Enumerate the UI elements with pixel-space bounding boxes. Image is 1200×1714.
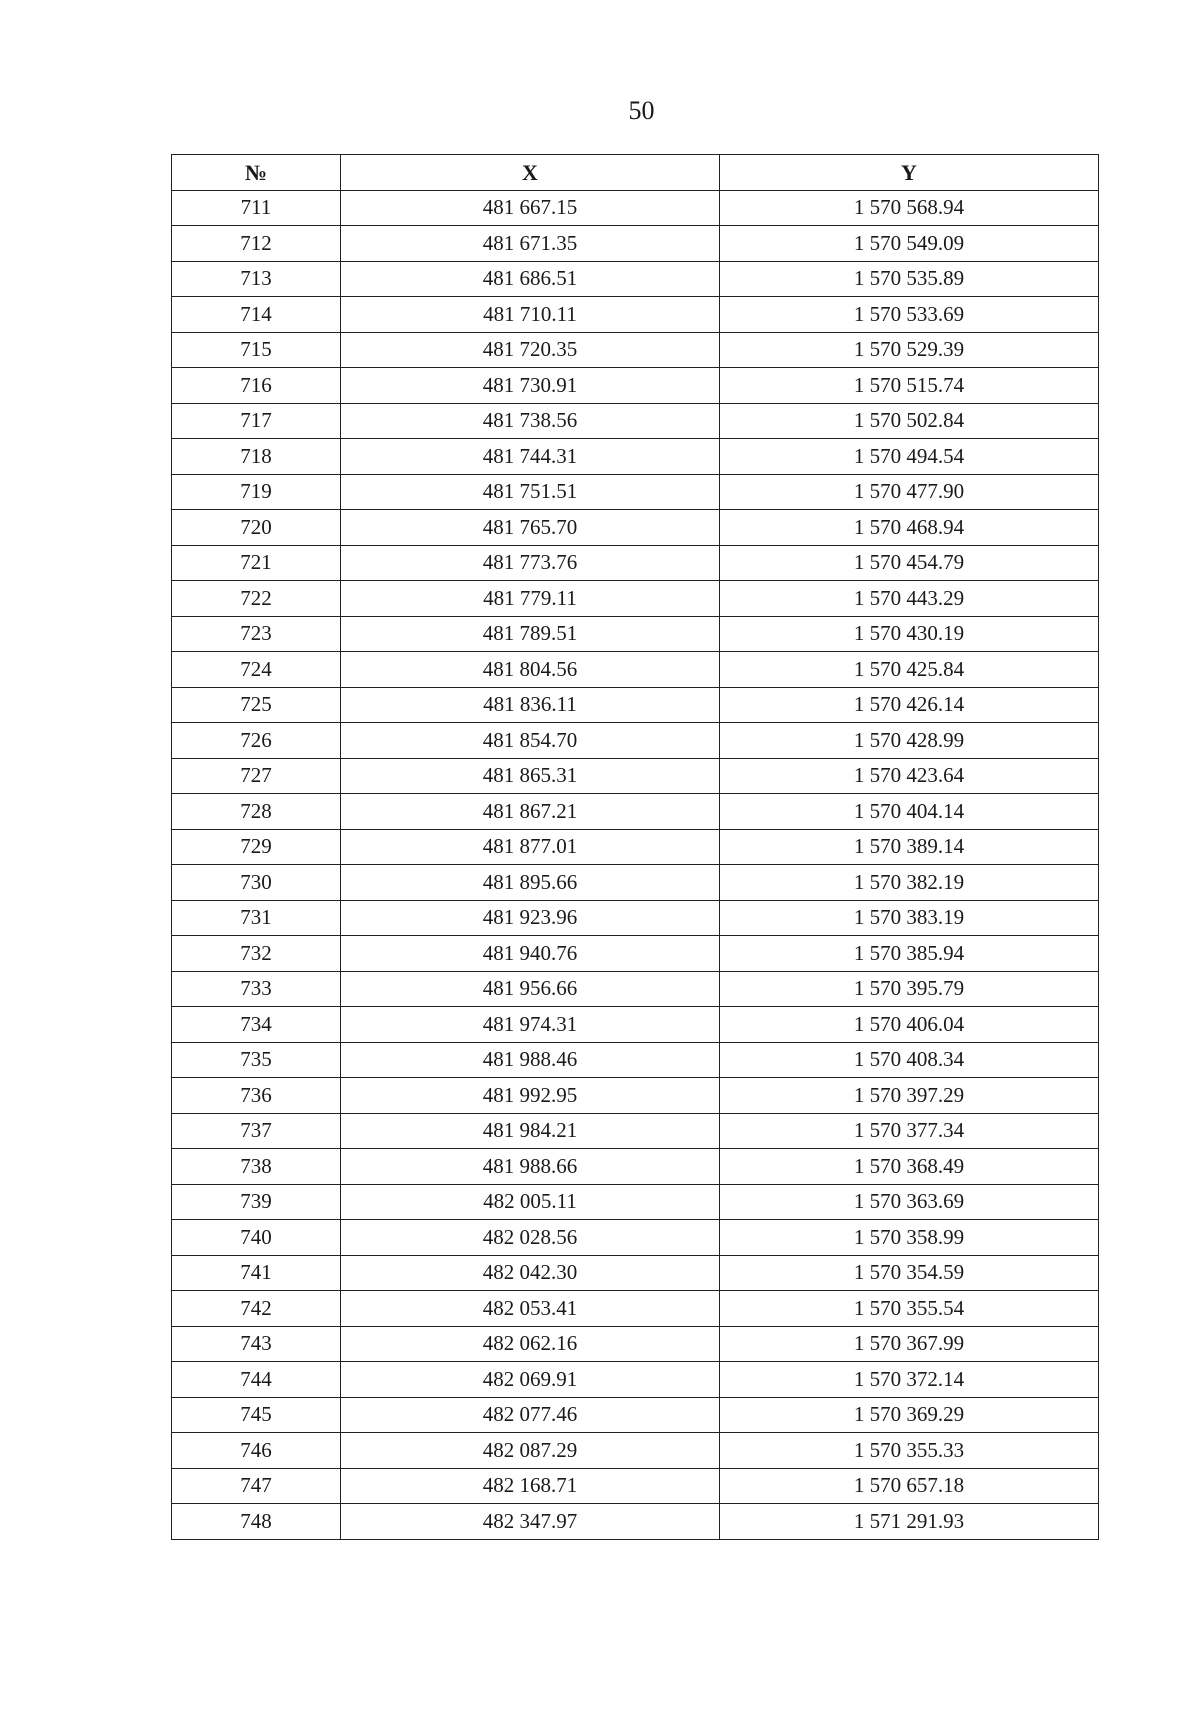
- cell-number: 738: [172, 1149, 341, 1185]
- table-row: [172, 1007, 1099, 1043]
- cell-number: 746: [172, 1433, 341, 1469]
- cell-number: 734: [172, 1007, 341, 1043]
- cell-y: 1 570 423.64: [720, 758, 1099, 794]
- table-row: [172, 1468, 1099, 1504]
- cell-y: 1 570 389.14: [720, 829, 1099, 865]
- cell-y: 1 570 549.09: [720, 226, 1099, 262]
- cell-x: 481 730.91: [341, 368, 720, 404]
- cell-x: 482 062.16: [341, 1326, 720, 1362]
- table-row: [172, 474, 1099, 510]
- cell-x: 481 751.51: [341, 474, 720, 510]
- cell-number: 736: [172, 1078, 341, 1114]
- cell-number: 720: [172, 510, 341, 546]
- cell-number: 719: [172, 474, 341, 510]
- cell-x: 481 956.66: [341, 971, 720, 1007]
- cell-x: 482 005.11: [341, 1184, 720, 1220]
- cell-y: 1 570 529.39: [720, 332, 1099, 368]
- cell-x: 481 804.56: [341, 652, 720, 688]
- cell-y: 1 570 377.34: [720, 1113, 1099, 1149]
- cell-x: 481 984.21: [341, 1113, 720, 1149]
- cell-y: 1 570 502.84: [720, 403, 1099, 439]
- cell-number: 740: [172, 1220, 341, 1256]
- cell-y: 1 570 382.19: [720, 865, 1099, 901]
- cell-number: 747: [172, 1468, 341, 1504]
- cell-y: 1 570 515.74: [720, 368, 1099, 404]
- table-row: [172, 1078, 1099, 1114]
- cell-number: 722: [172, 581, 341, 617]
- cell-y: 1 570 477.90: [720, 474, 1099, 510]
- cell-number: 725: [172, 687, 341, 723]
- table-row: [172, 1255, 1099, 1291]
- cell-x: 481 710.11: [341, 297, 720, 333]
- cell-x: 481 686.51: [341, 261, 720, 297]
- cell-x: 482 347.97: [341, 1504, 720, 1540]
- cell-y: 1 570 369.29: [720, 1397, 1099, 1433]
- cell-y: 1 570 657.18: [720, 1468, 1099, 1504]
- cell-number: 748: [172, 1504, 341, 1540]
- cell-y: 1 570 395.79: [720, 971, 1099, 1007]
- page-number: 50: [628, 96, 655, 125]
- cell-y: 1 570 443.29: [720, 581, 1099, 617]
- cell-number: 732: [172, 936, 341, 972]
- table-row: [172, 900, 1099, 936]
- cell-x: 482 042.30: [341, 1255, 720, 1291]
- cell-x: 482 069.91: [341, 1362, 720, 1398]
- cell-y: 1 570 533.69: [720, 297, 1099, 333]
- cell-x: 482 028.56: [341, 1220, 720, 1256]
- table-row: [172, 971, 1099, 1007]
- coordinates-table: [171, 154, 1099, 1540]
- table-row: [172, 829, 1099, 865]
- cell-number: 717: [172, 403, 341, 439]
- cell-number: 723: [172, 616, 341, 652]
- cell-number: 730: [172, 865, 341, 901]
- cell-number: 712: [172, 226, 341, 262]
- cell-y: 1 571 291.93: [720, 1504, 1099, 1540]
- cell-y: 1 570 535.89: [720, 261, 1099, 297]
- cell-x: 481 988.46: [341, 1042, 720, 1078]
- cell-x: 481 744.31: [341, 439, 720, 475]
- table-row: [172, 439, 1099, 475]
- table-row: [172, 581, 1099, 617]
- table-row: [172, 226, 1099, 262]
- table-row: [172, 687, 1099, 723]
- cell-x: 481 877.01: [341, 829, 720, 865]
- cell-number: 731: [172, 900, 341, 936]
- cell-x: 481 836.11: [341, 687, 720, 723]
- header-x: X: [341, 155, 720, 191]
- cell-x: 481 738.56: [341, 403, 720, 439]
- cell-number: 737: [172, 1113, 341, 1149]
- cell-y: 1 570 568.94: [720, 190, 1099, 226]
- cell-number: 739: [172, 1184, 341, 1220]
- cell-x: 481 867.21: [341, 794, 720, 830]
- cell-x: 481 992.95: [341, 1078, 720, 1114]
- header-number: №: [172, 155, 341, 191]
- cell-x: 481 779.11: [341, 581, 720, 617]
- cell-number: 745: [172, 1397, 341, 1433]
- table-row: [172, 545, 1099, 581]
- cell-x: 481 865.31: [341, 758, 720, 794]
- cell-y: 1 570 355.33: [720, 1433, 1099, 1469]
- table-row: [172, 332, 1099, 368]
- table-row: [172, 261, 1099, 297]
- table-row: [172, 936, 1099, 972]
- cell-x: 481 720.35: [341, 332, 720, 368]
- cell-y: 1 570 494.54: [720, 439, 1099, 475]
- cell-y: 1 570 425.84: [720, 652, 1099, 688]
- table-row: [172, 1042, 1099, 1078]
- table-row: [172, 403, 1099, 439]
- table-row: [172, 1362, 1099, 1398]
- cell-y: 1 570 355.54: [720, 1291, 1099, 1327]
- cell-number: 716: [172, 368, 341, 404]
- cell-number: 718: [172, 439, 341, 475]
- cell-x: 482 168.71: [341, 1468, 720, 1504]
- cell-number: 728: [172, 794, 341, 830]
- table-row: [172, 1220, 1099, 1256]
- cell-x: 481 895.66: [341, 865, 720, 901]
- cell-y: 1 570 368.49: [720, 1149, 1099, 1185]
- cell-y: 1 570 383.19: [720, 900, 1099, 936]
- cell-y: 1 570 397.29: [720, 1078, 1099, 1114]
- cell-number: 714: [172, 297, 341, 333]
- cell-number: 713: [172, 261, 341, 297]
- cell-x: 481 854.70: [341, 723, 720, 759]
- cell-number: 735: [172, 1042, 341, 1078]
- cell-y: 1 570 406.04: [720, 1007, 1099, 1043]
- cell-number: 742: [172, 1291, 341, 1327]
- cell-number: 729: [172, 829, 341, 865]
- cell-y: 1 570 358.99: [720, 1220, 1099, 1256]
- table-row: [172, 794, 1099, 830]
- table-header: [172, 155, 1099, 191]
- cell-x: 481 773.76: [341, 545, 720, 581]
- cell-number: 721: [172, 545, 341, 581]
- table-row: [172, 1113, 1099, 1149]
- cell-number: 741: [172, 1255, 341, 1291]
- cell-x: 481 988.66: [341, 1149, 720, 1185]
- cell-number: 724: [172, 652, 341, 688]
- cell-x: 481 765.70: [341, 510, 720, 546]
- cell-x: 482 053.41: [341, 1291, 720, 1327]
- table-row: [172, 297, 1099, 333]
- table-row: [172, 1149, 1099, 1185]
- cell-number: 715: [172, 332, 341, 368]
- table-row: [172, 652, 1099, 688]
- cell-y: 1 570 426.14: [720, 687, 1099, 723]
- table-row: [172, 723, 1099, 759]
- cell-x: 481 667.15: [341, 190, 720, 226]
- cell-number: 744: [172, 1362, 341, 1398]
- table-row: [172, 1326, 1099, 1362]
- cell-x: 481 923.96: [341, 900, 720, 936]
- cell-y: 1 570 430.19: [720, 616, 1099, 652]
- cell-y: 1 570 354.59: [720, 1255, 1099, 1291]
- cell-x: 481 940.76: [341, 936, 720, 972]
- table-row: [172, 1397, 1099, 1433]
- cell-x: 481 974.31: [341, 1007, 720, 1043]
- cell-number: 711: [172, 190, 341, 226]
- table-row: [172, 510, 1099, 546]
- table-row: [172, 190, 1099, 226]
- cell-x: 481 789.51: [341, 616, 720, 652]
- cell-number: 743: [172, 1326, 341, 1362]
- table-body: [172, 190, 1099, 1539]
- cell-y: 1 570 367.99: [720, 1326, 1099, 1362]
- cell-y: 1 570 385.94: [720, 936, 1099, 972]
- table-row: [172, 616, 1099, 652]
- cell-y: 1 570 363.69: [720, 1184, 1099, 1220]
- cell-y: 1 570 404.14: [720, 794, 1099, 830]
- cell-x: 482 077.46: [341, 1397, 720, 1433]
- cell-y: 1 570 428.99: [720, 723, 1099, 759]
- cell-y: 1 570 408.34: [720, 1042, 1099, 1078]
- cell-number: 733: [172, 971, 341, 1007]
- cell-number: 727: [172, 758, 341, 794]
- cell-y: 1 570 372.14: [720, 1362, 1099, 1398]
- table-row: [172, 368, 1099, 404]
- cell-x: 482 087.29: [341, 1433, 720, 1469]
- cell-number: 726: [172, 723, 341, 759]
- table-row: [172, 1184, 1099, 1220]
- cell-y: 1 570 454.79: [720, 545, 1099, 581]
- table-header-row: [172, 155, 1099, 191]
- table-row: [172, 1433, 1099, 1469]
- cell-y: 1 570 468.94: [720, 510, 1099, 546]
- cell-x: 481 671.35: [341, 226, 720, 262]
- table-row: [172, 865, 1099, 901]
- header-y: Y: [720, 155, 1099, 191]
- table-row: [172, 1291, 1099, 1327]
- table-row: [172, 758, 1099, 794]
- table-row: [172, 1504, 1099, 1540]
